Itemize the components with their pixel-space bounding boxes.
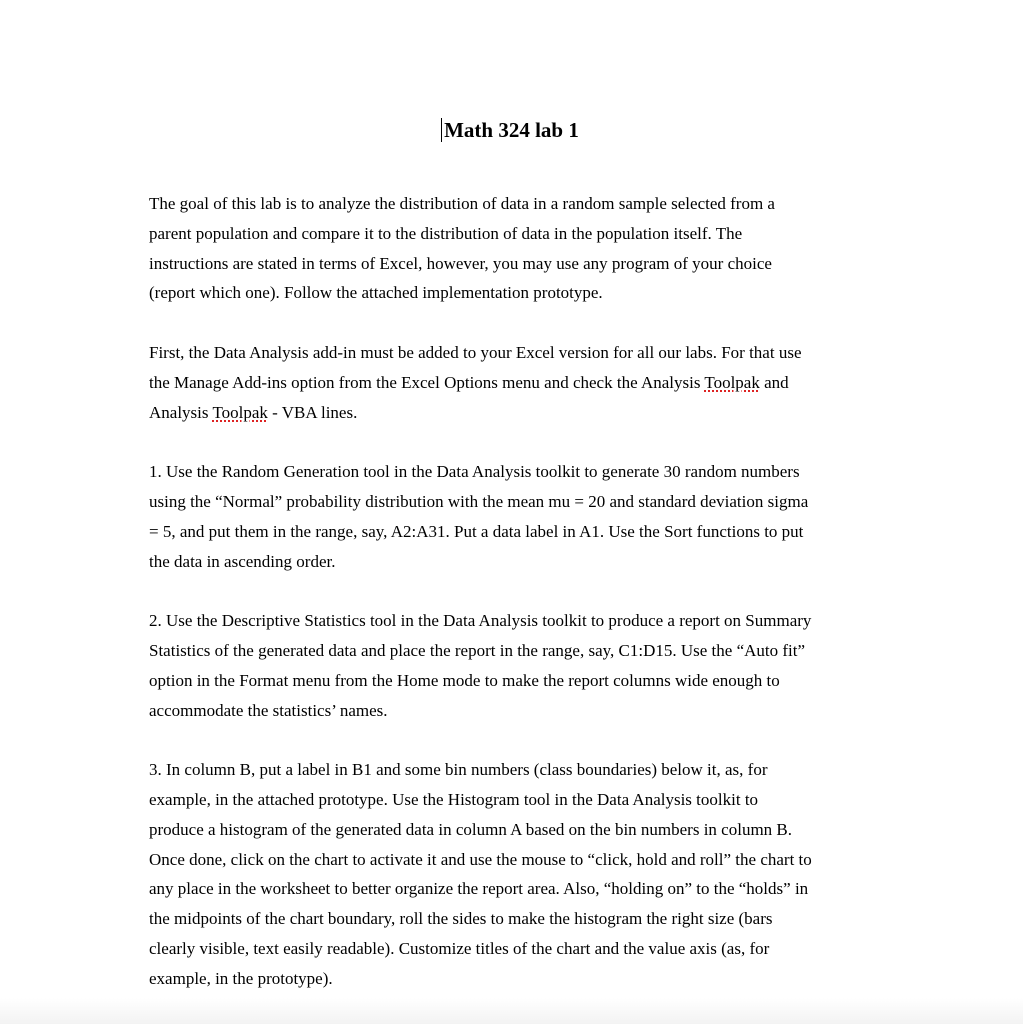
text-line: the midpoints of the chart boundary, roll the sides to make the histogram the right size (bars <box>149 909 773 929</box>
text-line: produce a histogram of the generated data in column A based on the bin numbers in column B. <box>149 819 793 839</box>
text-line: option in the Format menu from the Home mode to make the report columns wide enough to <box>149 670 780 690</box>
text-line: (report which one). Follow the attached implementation prototype. <box>149 283 603 303</box>
text-line: Statistics of the generated data and place the report in the range, say, C1:D15. Use the “Auto fit” <box>149 640 806 660</box>
text-line: any place in the worksheet to better organize the report area. Also, “holding on” to the “holds” in <box>149 879 809 899</box>
paragraph-intro <box>149 189 874 308</box>
text-line: instructions are stated in terms of Excel, however, you may use any program of your choice <box>149 253 772 273</box>
document-title[interactable] <box>444 116 579 144</box>
text-line: example, in the prototype). <box>149 968 333 988</box>
document-title-text: Math 324 lab 1 <box>444 118 579 142</box>
text-line: example, in the attached prototype. Use the Histogram tool in the Data Analysis toolkit to <box>149 789 759 809</box>
paragraph-step-1 <box>149 457 874 576</box>
spellcheck-word[interactable]: Toolpak <box>212 402 268 422</box>
text-line: Analysis Toolpak - VBA lines. <box>149 402 358 422</box>
text-line: 3. In column B, put a label in B1 and some bin numbers (class boundaries) below it, as, for <box>149 760 768 780</box>
paragraph-addin <box>149 338 874 427</box>
document-body[interactable] <box>149 189 874 1023</box>
paragraph-step-2 <box>149 606 874 725</box>
text-line: using the “Normal” probability distribution with the mean mu = 20 and standard deviation sigma <box>149 491 809 511</box>
text-line: parent population and compare it to the distribution of data in the population itself. The <box>149 223 743 243</box>
paragraph-step-3 <box>149 755 874 993</box>
spellcheck-word[interactable]: Toolpak <box>704 372 760 392</box>
title-block <box>0 116 1023 144</box>
text-line: the data in ascending order. <box>149 551 336 571</box>
text-line: accommodate the statistics’ names. <box>149 700 388 720</box>
text-line: = 5, and put them in the range, say, A2:A31. Put a data label in A1. Use the Sort functions to put <box>149 521 804 541</box>
text-line: First, the Data Analysis add-in must be added to your Excel version for all our labs. For that use <box>149 342 802 362</box>
text-line: the Manage Add-ins option from the Excel Options menu and check the Analysis Toolpak and <box>149 372 789 392</box>
text-line: clearly visible, text easily readable). Customize titles of the chart and the value axis (as, for <box>149 938 770 958</box>
text-line: 2. Use the Descriptive Statistics tool in the Data Analysis toolkit to produce a report on Summary <box>149 611 812 631</box>
page-bottom-edge <box>0 998 1023 1024</box>
text-line: The goal of this lab is to analyze the distribution of data in a random sample selected from a <box>149 194 775 213</box>
text-line: 1. Use the Random Generation tool in the Data Analysis toolkit to generate 30 random numbers <box>149 462 800 482</box>
text-line: Once done, click on the chart to activate it and use the mouse to “click, hold and roll” the chart to <box>149 849 812 869</box>
text-cursor <box>441 118 442 142</box>
